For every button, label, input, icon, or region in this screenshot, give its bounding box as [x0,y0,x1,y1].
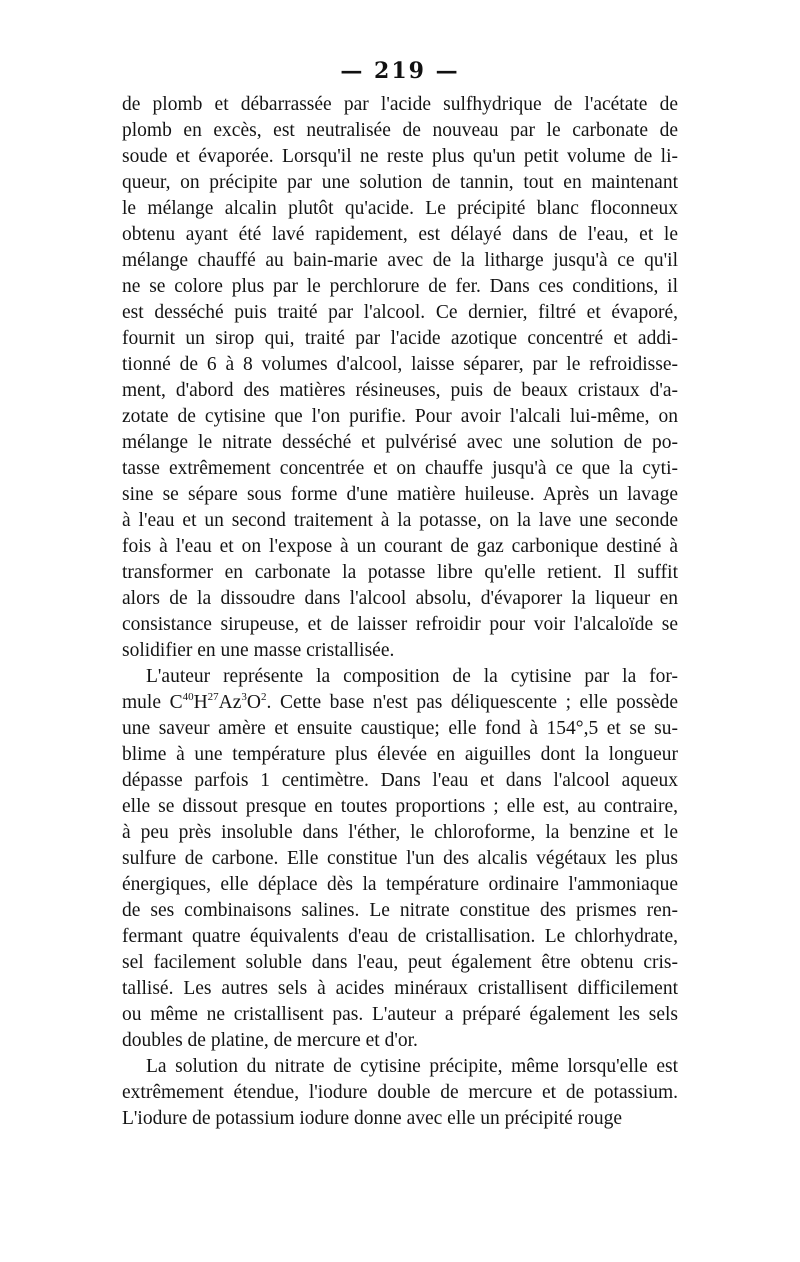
text-line: est desséché puis traité par l'alcool. Ce dernier, filtré et évaporé, [122,302,678,323]
text-line: ou même ne cristallisent pas. L'auteur a préparé également les sels [122,1004,678,1025]
page-number: — 219 — [340,58,460,84]
text-line: dépasse parfois 1 centimètre. Dans l'eau et dans l'alcool aqueux [122,770,678,791]
text-line: énergiques, elle déplace dès la température ordinaire l'ammoniaque [122,874,678,895]
text-line: queur, on précipite par une solution de tannin, tout en maintenant [122,172,678,193]
text-line: ne se colore plus par le perchlorure de fer. Dans ces conditions, il [122,276,678,297]
text-line: fois à l'eau et on l'expose à un courant de gaz carbonique destiné à [122,536,678,557]
text-line: de ses combinaisons salines. Le nitrate constitue des prismes ren- [122,900,678,921]
text-line: mélange le nitrate desséché et pulvérisé avec une solution de po- [122,432,678,453]
text-line: une saveur amère et ensuite caustique; elle fond à 154°,5 et se su- [122,718,678,739]
text-line: alors de la dissoudre dans l'alcool absolu, d'évaporer la liqueur en [122,588,678,609]
text-line: elle se dissout presque en toutes proportions ; elle est, au contraire, [122,796,678,817]
text-line: extrêmement étendue, l'iodure double de mercure et de potassium. [122,1082,678,1103]
text-line: le mélange alcalin plutôt qu'acide. Le précipité blanc floconneux [122,198,678,219]
text-line: transformer en carbonate la potasse libre qu'elle retient. Il suffit [122,562,678,583]
text-line: tallisé. Les autres sels à acides minéraux cristallisent difficilement [122,978,678,999]
text-line: tasse extrêmement concentrée et on chauffe jusqu'à ce que la cyti- [122,458,678,479]
text-line: ment, d'abord des matières résineuses, puis de beaux cristaux d'a- [122,380,678,401]
text-line: de plomb et débarrassée par l'acide sulfhydrique de l'acétate de [122,94,678,115]
text-line: consistance sirupeuse, et de laisser refroidir pour voir l'alcaloïde se [122,614,678,635]
text-line: sel facilement soluble dans l'eau, peut également être obtenu cris- [122,952,678,973]
text-line: doubles de platine, de mercure et d'or. [122,1030,418,1051]
text-line: sulfure de carbone. Elle constitue l'un des alcalis végétaux les plus [122,848,678,869]
text-line: tionné de 6 à 8 volumes d'alcool, laisse séparer, par le refroidisse- [122,354,678,375]
text-line: fournit un sirop qui, traité par l'acide azotique concentré et addi- [122,328,678,349]
text-line: sine se sépare sous forme d'une matière huileuse. Après un lavage [122,484,678,505]
text-line: solidifier en une masse cristallisée. [122,640,395,661]
text-line: obtenu ayant été lavé rapidement, est délayé dans de l'eau, et le [122,224,678,245]
text-line: La solution du nitrate de cytisine précipite, même lorsqu'elle est [146,1056,678,1077]
text-line: L'auteur représente la composition de la cytisine par la for- [146,666,678,687]
text-line: à peu près insoluble dans l'éther, le chloroforme, la benzine et le [122,822,678,843]
text-line: L'iodure de potassium iodure donne avec elle un précipité rouge [122,1108,623,1129]
text-line: blime à une température plus élevée en aiguilles dont la longueur [122,744,678,765]
text-line: soude et évaporée. Lorsqu'il ne reste plus qu'un petit volume de li- [122,146,678,167]
text-line: plomb en excès, est neutralisée de nouveau par le carbonate de [122,120,678,141]
body-text [122,92,678,1132]
text-line: mule $C^{40}H^{27}Az^3O^2$. Cette base n'est pas déliquescente ; elle possède [122,691,678,713]
text-line: fermant quatre équivalents d'eau de cristallisation. Le chlorhydrate, [122,926,678,947]
text-line: mélange chauffé au bain-marie avec de la litharge jusqu'à ce qu'il [122,250,678,271]
text-line: à l'eau et un second traitement à la potasse, on la lave une seconde [122,510,678,531]
text-line: zotate de cytisine que l'on purifie. Pour avoir l'alcali lui-même, on [122,406,678,427]
